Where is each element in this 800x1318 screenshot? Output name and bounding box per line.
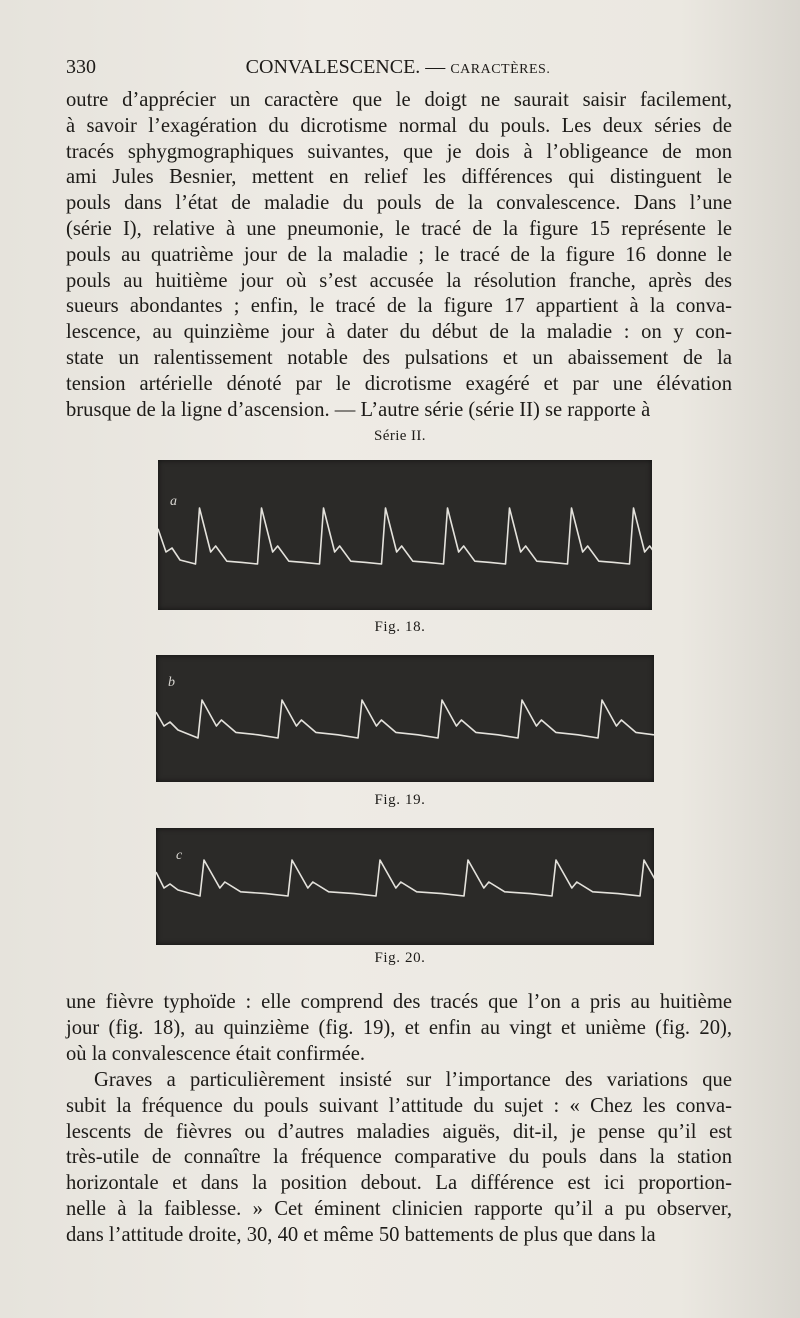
text-line: pouls dans l’état de maladie du pouls de la convalescence. Dans l’une	[66, 192, 732, 215]
trace-letter-b: b	[168, 675, 175, 690]
text-line: outre d’apprécier un caractère que le doigt ne saurait saisir facilement,	[66, 89, 732, 111]
trace-letter-a: a	[170, 494, 177, 509]
text-line: pouls au huitième jour où s’est accusée la résolution franche, après des	[66, 269, 732, 292]
text-line: très-utile de connaître la fréquence comparative du pouls dans la station	[66, 1146, 732, 1169]
figure-19-trace	[156, 655, 654, 782]
text-line: subit la fréquence du pouls suivant l’attitude du sujet : « Chez les conva-	[66, 1094, 732, 1117]
text-line: pouls au quatrième jour de la maladie ; le tracé de la figure 16 donne le	[66, 243, 732, 266]
running-head-sub: CARACTÈRES.	[450, 62, 551, 77]
figure-20-caption: Fig. 20.	[374, 950, 426, 966]
figure-18-svg	[158, 460, 652, 610]
text-line: state un ralentissement notable des pulsations et un abaissement de la	[66, 346, 732, 369]
text-line: tension artérielle dénoté par le dicrotisme exagéré et par une élévation	[66, 372, 732, 395]
text-line: lescents de fièvres ou d’autres maladies aiguës, dit-il, je pense qu’il est	[66, 1120, 732, 1143]
running-head	[66, 56, 730, 79]
figure-20-svg	[156, 828, 654, 945]
text-line: à savoir l’exagération du dicrotisme normal du pouls. Les deux séries de	[66, 114, 732, 137]
text-line: sueurs abondantes ; enfin, le tracé de la figure 17 appartient à la conva-	[66, 295, 732, 318]
figure-18-trace	[158, 460, 652, 610]
figure-20-trace	[156, 828, 654, 945]
text-line: ami Jules Besnier, mettent en relief les différences qui distinguent le	[66, 166, 732, 189]
page-header	[66, 56, 730, 82]
text-line: dans l’attitude droite, 30, 40 et même 50 battements de plus que dans la	[66, 1223, 656, 1246]
paragraph-1	[66, 88, 732, 423]
text-line: où la convalescence était confirmée.	[66, 1042, 366, 1065]
text-line: une fièvre typhoïde : elle comprend des tracés que l’on a pris au huitième	[66, 991, 732, 1013]
series-title: Série II.	[374, 428, 426, 444]
figure-19-svg	[156, 655, 654, 782]
figure-19-caption: Fig. 19.	[374, 792, 426, 808]
text-line: lescence, au quinzième jour à dater du début de la maladie : on y con-	[66, 321, 732, 344]
pulse-trace-b	[156, 700, 654, 738]
trace-letter-c: c	[176, 848, 183, 863]
text-line: Graves a particulièrement insisté sur l’importance des variations que	[94, 1069, 732, 1091]
figure-18-caption: Fig. 18.	[374, 619, 426, 635]
text-line: nelle à la faiblesse. » Cet éminent clinicien rapporte qu’il a pu observer,	[66, 1197, 732, 1220]
text-line: tracés sphygmographiques suivantes, que je dois à l’obligeance de mon	[66, 140, 732, 163]
text-line: jour (fig. 18), au quinzième (fig. 19), et enfin au vingt et unième (fig. 20),	[66, 1016, 732, 1039]
text-line: (série I), relative à une pneumonie, le tracé de la figure 15 représente le	[66, 217, 732, 240]
pulse-trace-c	[156, 860, 654, 896]
paragraph-3	[66, 1068, 732, 1249]
pulse-trace-a	[158, 508, 652, 564]
page-number: 330	[66, 56, 96, 78]
text-line: brusque de la ligne d’ascension. — L’autre série (série II) se rapporte à	[66, 398, 651, 421]
running-head-main: CONVALESCENCE. —	[245, 56, 446, 78]
text-line: horizontale et dans la position debout. La différence est ici proportion-	[66, 1172, 732, 1195]
paragraph-2	[66, 990, 732, 1067]
